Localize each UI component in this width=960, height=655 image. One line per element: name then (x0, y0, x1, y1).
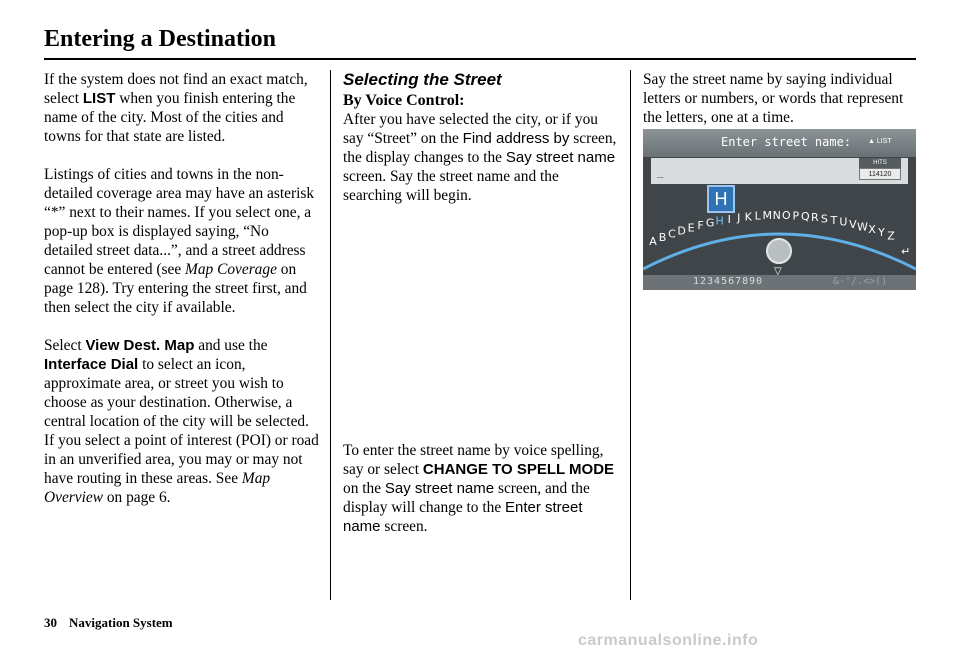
page-number: 30 (44, 615, 57, 630)
letter-key-c[interactable]: C (668, 227, 676, 241)
letter-key-x[interactable]: X (868, 223, 876, 236)
letter-key-d[interactable]: D (677, 224, 686, 238)
letter-key-s[interactable]: S (820, 212, 828, 226)
letter-key-z[interactable]: Z (887, 229, 895, 243)
section-heading: Selecting the Street (343, 70, 502, 89)
view-dest-map-term: View Dest. Map (85, 337, 195, 354)
digit-keys[interactable]: 1234567890 (693, 276, 764, 287)
letter-key-a[interactable]: A (649, 234, 657, 248)
column-divider-2 (630, 70, 631, 600)
letter-arc (643, 129, 916, 275)
down-arrow-icon: ▽ (774, 266, 782, 275)
say-street-name-term: Say street name (505, 149, 616, 166)
letter-key-o[interactable]: O (781, 209, 791, 223)
letter-key-e[interactable]: E (687, 221, 695, 235)
page-footer (44, 615, 173, 631)
map-coverage-ref: Map Coverage (185, 261, 277, 278)
hits-value: 114120 (859, 168, 901, 180)
paragraph-voice-control: After you have selected the city, or if you say “Street” on the Find address by screen, the display changes to the Say street name screen. Say the street name and the searching will begin. (343, 111, 617, 204)
letter-key-n[interactable]: N (772, 209, 781, 222)
title-rule (44, 58, 916, 60)
letter-key-u[interactable]: U (839, 215, 848, 229)
letter-key-g[interactable]: G (705, 216, 715, 230)
letter-key-f[interactable]: F (697, 219, 704, 232)
letter-key-b[interactable]: B (658, 231, 667, 244)
column-left (44, 70, 320, 526)
entry-cursor: _ (657, 165, 664, 178)
letter-key-h[interactable]: H (715, 214, 724, 228)
interface-dial-term: Interface Dial (44, 356, 139, 373)
screen-bottom-row (643, 275, 916, 290)
find-address-term: Find address by (462, 130, 570, 147)
paragraph-spell-mode: To enter the street name by voice spelling, say or select CHANGE TO SPELL MODE on the Say street name screen, and the display will change to the Enter street name screen. (343, 442, 615, 535)
letter-key-q[interactable]: Q (800, 210, 810, 224)
letter-key-k[interactable]: K (744, 210, 752, 224)
screen-title: Enter street name: (721, 135, 852, 149)
letter-key-j[interactable]: J (737, 211, 741, 225)
hits-counter: HITS 114120 (859, 158, 901, 180)
watermark: carmanualsonline.info (578, 632, 759, 649)
enter-street-name-term: Enter street name (343, 499, 583, 535)
column-middle (343, 70, 621, 535)
list-term: LIST (82, 90, 116, 107)
letter-key-y[interactable]: Y (878, 226, 885, 239)
column-divider-1 (330, 70, 331, 600)
change-to-spell-mode-term: CHANGE TO SPELL MODE (422, 461, 615, 478)
paragraph-view-dest: Select View Dest. Map and use the Interface Dial to select an icon, approximate area, or street you wish to choose as your destination. Otherwise, a central location of the city will be selected. If you select a point of interest (POI) or road in an unverified area, you may or may not have routing in these areas. See Map Overview on page 6. (44, 337, 319, 506)
letter-key-v[interactable]: V (849, 217, 857, 231)
paragraph-spell-letters: Say the street name by saying individual letters or numbers, or words that represent the letters, one at a time. (643, 71, 904, 126)
page-title: Entering a Destination (44, 26, 277, 52)
enter-key[interactable]: ↵ (901, 245, 911, 258)
letter-key-i[interactable]: I (727, 213, 731, 226)
paragraph-list-hint: If the system does not find an exact match, select LIST when you finish entering the name of the city. Most of the cities and towns for that state are listed. (44, 71, 308, 145)
interface-dial-knob[interactable] (767, 239, 791, 263)
symbol-keys[interactable]: &-'/.<>() (833, 276, 888, 287)
letter-key-l[interactable]: L (754, 209, 761, 223)
sub-heading: By Voice Control: (343, 92, 465, 109)
selected-letter-key[interactable]: H (707, 185, 735, 213)
letter-key-r[interactable]: R (810, 211, 819, 225)
letter-key-p[interactable]: P (792, 209, 800, 223)
paragraph-non-detailed: Listings of cities and towns in the non-detailed coverage area may have an asterisk “*” next to their names. If you select one, a pop-up box is displayed saying, “No detailed street data...”, and a street address cannot be entered (see Map Coverage on page 128). Try entering the street first, and then select the city if available. (44, 166, 315, 316)
say-street-name-term-2: Say street name (384, 480, 495, 497)
map-overview-ref: Map Overview (44, 470, 271, 506)
letter-key-w[interactable]: W (856, 220, 868, 234)
list-button[interactable]: ▲ LIST (868, 138, 892, 145)
enter-street-name-screen (643, 129, 916, 290)
manual-title: Navigation System (69, 615, 173, 630)
letter-key-m[interactable]: M (762, 209, 772, 223)
letter-key-t[interactable]: T (830, 213, 838, 227)
